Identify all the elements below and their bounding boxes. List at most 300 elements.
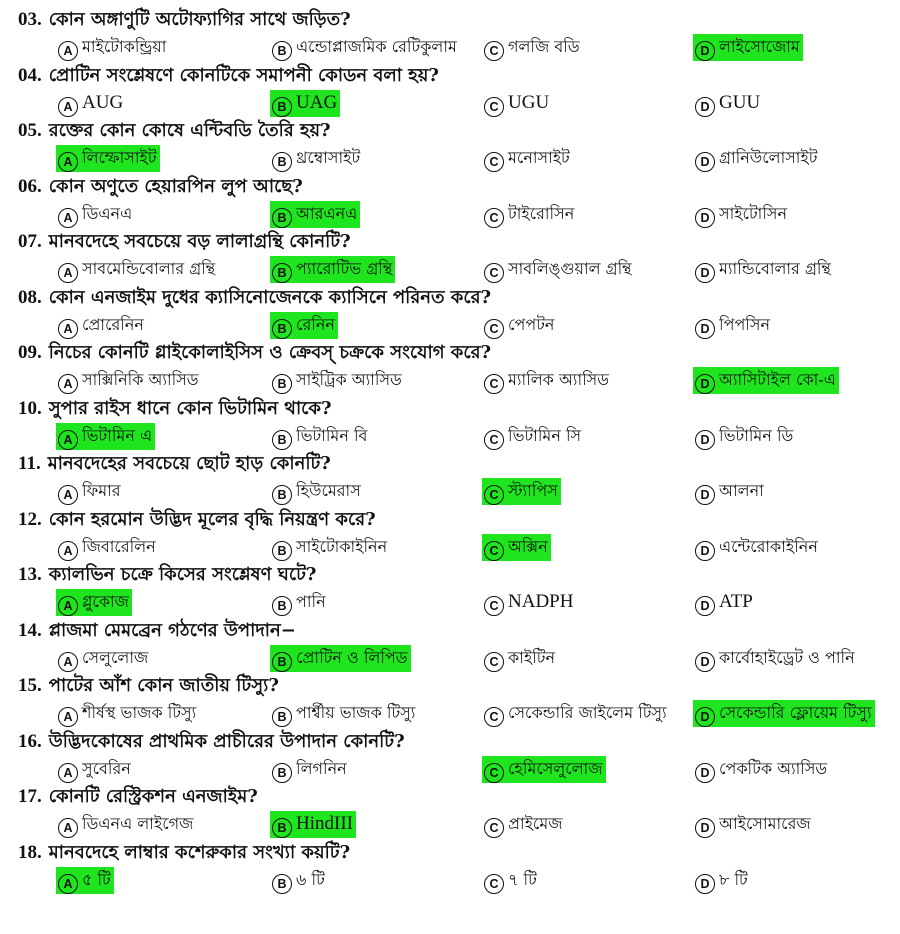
option-c[interactable] xyxy=(482,645,558,671)
option-letter-circle-icon: C xyxy=(484,208,504,228)
option-d[interactable] xyxy=(693,589,756,615)
option-c[interactable] xyxy=(482,700,670,726)
option-letter-circle-icon: A xyxy=(58,818,78,838)
option-text: কার্বোহাইড্রেট ও পানি xyxy=(719,647,855,667)
answer-option xyxy=(693,534,821,561)
answer-option xyxy=(270,867,328,894)
answer-option xyxy=(270,34,460,61)
correct-answer-highlight xyxy=(693,34,803,61)
option-text: ম্যালিক অ্যাসিড xyxy=(508,370,610,389)
question-number: 07. xyxy=(18,231,42,252)
option-text: গলজি বডি xyxy=(508,37,580,56)
option-c[interactable] xyxy=(482,90,552,116)
option-text: পেকটিক অ্যাসিড xyxy=(719,758,828,778)
question-block xyxy=(0,618,900,674)
option-text: সাইটোকাইনিন xyxy=(296,536,388,556)
option-letter-circle-icon: C xyxy=(484,97,504,117)
question-number: 09. xyxy=(18,342,42,363)
option-letter-circle-icon: A xyxy=(58,263,78,283)
question-block xyxy=(0,729,900,785)
option-letter-circle-icon: C xyxy=(484,874,504,894)
option-letter-circle-icon: B xyxy=(272,374,292,394)
question-block xyxy=(0,174,900,230)
option-text: ৭ টি xyxy=(508,869,537,889)
option-letter-circle-icon: C xyxy=(484,596,504,616)
question-block xyxy=(0,7,900,63)
option-d[interactable] xyxy=(693,256,834,282)
option-letter-circle-icon: C xyxy=(484,541,504,561)
option-a[interactable] xyxy=(56,700,199,726)
option-text: শীর্ষস্থ ভাজক টিস্যু xyxy=(82,703,197,722)
option-a[interactable] xyxy=(56,145,160,171)
option-b[interactable] xyxy=(270,34,460,60)
option-a[interactable] xyxy=(56,90,126,116)
answer-option xyxy=(270,700,418,727)
option-b[interactable] xyxy=(270,645,411,671)
question-line xyxy=(18,840,350,866)
option-letter-circle-icon: D xyxy=(695,319,715,339)
question-number: 08. xyxy=(18,286,42,308)
option-a[interactable] xyxy=(56,589,132,615)
option-text: মনোসাইট xyxy=(508,148,570,167)
answer-option xyxy=(693,256,834,283)
answer-option xyxy=(482,312,557,339)
option-letter-circle-icon: D xyxy=(695,485,715,505)
answer-option xyxy=(270,589,329,616)
option-letter-circle-icon: A xyxy=(58,763,78,783)
answer-option xyxy=(56,645,151,672)
option-letter-circle-icon: A xyxy=(58,707,78,727)
option-d[interactable] xyxy=(693,811,814,837)
option-letter-circle-icon: A xyxy=(58,374,78,394)
answer-option xyxy=(270,534,390,561)
option-text: লিগনিন xyxy=(296,758,347,778)
option-d[interactable] xyxy=(693,90,763,116)
option-letter-circle-icon: C xyxy=(484,652,504,672)
correct-answer-highlight xyxy=(482,756,606,783)
question-text: কোন এনজাইম দুধের ক্যাসিনোজেনকে ক্যাসিনে পরিনত করে? xyxy=(48,286,492,308)
option-letter-circle-icon: B xyxy=(272,596,292,616)
option-letter-circle-icon: B xyxy=(272,818,292,838)
option-letter-circle-icon: C xyxy=(484,430,504,450)
question-line xyxy=(18,562,316,588)
option-d[interactable] xyxy=(693,312,773,338)
correct-answer-highlight xyxy=(270,201,360,228)
option-c[interactable] xyxy=(482,256,635,282)
option-letter-circle-icon: A xyxy=(58,541,78,561)
option-d[interactable] xyxy=(693,534,821,560)
option-text: স্ট্যাপিস xyxy=(508,481,558,500)
answer-option xyxy=(56,478,124,505)
option-letter-circle-icon: C xyxy=(484,374,504,394)
answer-option xyxy=(693,867,751,894)
answer-option xyxy=(270,756,350,783)
option-b[interactable] xyxy=(270,756,350,782)
question-text: মানবদেহের সবচেয়ে ছোট হাড় কোনটি? xyxy=(47,453,331,474)
question-number: 11. xyxy=(18,453,41,474)
option-text: প্যারোটিভ গ্রন্থি xyxy=(296,259,393,278)
option-text: এন্ডোপ্লাজমিক রেটিকুলাম xyxy=(296,37,457,56)
option-text: রেনিন xyxy=(296,314,335,334)
option-c[interactable] xyxy=(482,534,551,560)
question-number: 15. xyxy=(18,675,42,696)
option-letter-circle-icon: A xyxy=(58,430,78,450)
option-letter-circle-icon: A xyxy=(58,485,78,505)
option-text: ডিএনএ লাইগেজ xyxy=(82,814,194,833)
option-text: ATP xyxy=(719,591,753,612)
option-letter-circle-icon: D xyxy=(695,97,715,117)
question-block xyxy=(0,451,900,507)
option-text: প্রাইমেজ xyxy=(508,814,563,833)
question-text: কোনটি রেস্ট্রিকশন এনজাইম? xyxy=(48,786,258,807)
option-text: সাক্সিনিকি অ্যাসিড xyxy=(82,370,199,389)
option-text: পিপসিন xyxy=(719,314,770,334)
option-letter-circle-icon: D xyxy=(695,263,715,283)
question-number: 16. xyxy=(18,730,42,752)
option-text: UAG xyxy=(296,91,338,113)
option-d[interactable] xyxy=(693,34,803,60)
question-line xyxy=(18,784,258,810)
option-letter-circle-icon: D xyxy=(695,374,715,394)
option-a[interactable] xyxy=(56,34,169,60)
option-text: NADPH xyxy=(508,591,574,612)
question-line xyxy=(18,451,331,477)
answer-option xyxy=(56,756,134,783)
answer-option xyxy=(56,34,169,61)
option-letter-circle-icon: D xyxy=(695,208,715,228)
answer-option xyxy=(482,256,635,283)
option-c[interactable] xyxy=(482,589,576,615)
correct-answer-highlight xyxy=(270,90,340,117)
answer-option xyxy=(693,201,790,228)
question-block xyxy=(0,840,900,896)
option-letter-circle-icon: A xyxy=(58,874,78,894)
correct-answer-highlight xyxy=(270,256,395,283)
answer-option xyxy=(56,534,159,561)
option-a[interactable] xyxy=(56,811,196,837)
question-number: 05. xyxy=(18,120,42,141)
question-block xyxy=(0,396,900,452)
answer-option xyxy=(56,201,135,228)
answer-option xyxy=(56,700,199,727)
option-b[interactable] xyxy=(270,478,364,504)
question-text: কোন অণুতে হেয়ারপিন লুপ আছে? xyxy=(48,175,303,197)
option-text: প্রোটিন ও লিপিড xyxy=(296,647,408,667)
answer-option xyxy=(693,145,820,172)
option-a[interactable] xyxy=(56,534,159,560)
question-text: নিচের কোনটি গ্লাইকোলাইসিস ও ক্রেবস্ চক্রকে সংযোগ করে? xyxy=(48,342,492,363)
option-letter-circle-icon: B xyxy=(272,707,292,727)
option-text: কাইটিন xyxy=(508,647,556,667)
option-text: ৫ টি xyxy=(82,869,111,889)
answer-option xyxy=(482,90,552,117)
option-letter-circle-icon: B xyxy=(272,319,292,339)
option-letter-circle-icon: C xyxy=(484,263,504,283)
option-text: আলনা xyxy=(719,481,764,500)
answer-option xyxy=(482,867,540,894)
option-text: ফিমার xyxy=(82,481,121,500)
option-text: সাইট্রিক অ্যাসিড xyxy=(296,370,402,389)
answer-option xyxy=(56,811,196,838)
option-letter-circle-icon: B xyxy=(272,97,292,117)
answer-option xyxy=(482,811,566,838)
question-block xyxy=(0,673,900,729)
question-text: প্রোটিন সংশ্লেষণে কোনটিকে সমাপনী কোডন বলা হয়? xyxy=(48,64,439,86)
question-block xyxy=(0,340,900,396)
option-letter-circle-icon: D xyxy=(695,874,715,894)
option-text: গ্রানিউলোসাইট xyxy=(719,148,818,167)
option-letter-circle-icon: D xyxy=(695,818,715,838)
option-d[interactable] xyxy=(693,867,751,893)
answer-option xyxy=(482,700,670,727)
answer-option xyxy=(693,478,767,505)
answer-option xyxy=(56,312,147,339)
option-letter-circle-icon: D xyxy=(695,763,715,783)
option-letter-circle-icon: A xyxy=(58,652,78,672)
option-d[interactable] xyxy=(693,478,767,504)
option-c[interactable] xyxy=(482,423,584,449)
answer-option xyxy=(482,201,577,228)
correct-answer-highlight xyxy=(693,700,875,727)
question-line xyxy=(18,507,376,533)
correct-answer-highlight xyxy=(56,589,132,616)
option-a[interactable] xyxy=(56,367,202,393)
answer-option xyxy=(693,645,858,672)
option-d[interactable] xyxy=(693,645,858,671)
option-c[interactable] xyxy=(482,367,612,393)
option-c[interactable] xyxy=(482,811,566,837)
option-text: থ্রম্বোসাইট xyxy=(296,148,361,167)
option-letter-circle-icon: C xyxy=(484,818,504,838)
option-d[interactable] xyxy=(693,423,796,449)
option-a[interactable] xyxy=(56,645,151,671)
option-c[interactable] xyxy=(482,145,573,171)
question-text: ক্যালভিন চক্রে কিসের সংশ্লেষণ ঘটে? xyxy=(48,564,317,585)
option-letter-circle-icon: B xyxy=(272,208,292,228)
option-text: পেপটন xyxy=(508,314,555,334)
option-text: জিবারেলিন xyxy=(82,536,156,556)
correct-answer-highlight xyxy=(482,534,551,561)
option-b[interactable] xyxy=(270,256,395,282)
option-letter-circle-icon: A xyxy=(58,97,78,117)
option-letter-circle-icon: D xyxy=(695,430,715,450)
option-b[interactable] xyxy=(270,312,338,338)
correct-answer-highlight xyxy=(56,867,114,894)
question-line xyxy=(18,7,351,33)
question-text: প্লাজমা মেমব্রেন গঠণের উপাদান− xyxy=(48,619,296,641)
option-d[interactable] xyxy=(693,145,820,171)
option-letter-circle-icon: D xyxy=(695,41,715,61)
question-text: মানবদেহে লাম্বার কশেরুকার সংখ্যা কয়টি? xyxy=(48,841,351,863)
answer-option xyxy=(56,256,218,283)
option-d[interactable] xyxy=(693,700,875,726)
option-text: হিউমেরাস xyxy=(296,481,361,500)
option-text: ৬ টি xyxy=(296,869,325,889)
answer-option xyxy=(693,811,814,838)
option-text: ডিএনএ xyxy=(82,203,133,223)
option-text: লিম্ফোসাইট xyxy=(82,148,157,167)
option-b[interactable] xyxy=(270,589,329,615)
option-letter-circle-icon: A xyxy=(58,152,78,172)
correct-answer-highlight xyxy=(270,312,338,339)
answer-option xyxy=(56,367,202,394)
question-number: 17. xyxy=(18,786,42,807)
question-line xyxy=(18,340,491,366)
answer-option xyxy=(482,589,576,616)
option-a[interactable] xyxy=(56,756,134,782)
correct-answer-highlight xyxy=(482,478,561,505)
question-line xyxy=(18,118,331,144)
option-letter-circle-icon: B xyxy=(272,541,292,561)
option-text: অক্সিন xyxy=(508,536,548,556)
answer-option xyxy=(693,90,763,117)
option-b[interactable] xyxy=(270,700,418,726)
correct-answer-highlight xyxy=(56,423,155,450)
option-text: লাইসোজোম xyxy=(719,37,800,56)
question-text: মানবদেহে সবচেয়ে বড় লালাগ্রন্থি কোনটি? xyxy=(48,231,351,252)
question-line xyxy=(18,229,351,255)
question-number: 06. xyxy=(18,175,42,197)
option-a[interactable] xyxy=(56,201,135,227)
option-text: সেকেন্ডারি ফ্লোয়েম টিস্যু xyxy=(719,703,872,722)
option-b[interactable] xyxy=(270,367,405,393)
option-letter-circle-icon: B xyxy=(272,652,292,672)
question-text: কোন অঙ্গাণুটি অটোফ্যাগির সাথে জড়িত? xyxy=(48,9,351,30)
option-letter-circle-icon: C xyxy=(484,319,504,339)
option-letter-circle-icon: A xyxy=(58,208,78,228)
option-text: মাইটোকন্ড্রিয়া xyxy=(82,37,167,56)
option-b[interactable] xyxy=(270,201,360,227)
option-a[interactable] xyxy=(56,867,114,893)
option-text: GUU xyxy=(719,91,761,113)
option-a[interactable] xyxy=(56,423,155,449)
option-text: গ্লুকোজ xyxy=(82,592,129,611)
option-text: AUG xyxy=(82,91,124,113)
question-line xyxy=(18,729,405,755)
option-letter-circle-icon: C xyxy=(484,41,504,61)
option-text: সাইটোসিন xyxy=(719,203,788,223)
option-c[interactable] xyxy=(482,867,540,893)
option-letter-circle-icon: A xyxy=(58,41,78,61)
option-b[interactable] xyxy=(270,811,356,837)
question-number: 14. xyxy=(18,619,42,641)
answer-option xyxy=(270,423,370,450)
question-block xyxy=(0,285,900,341)
question-line xyxy=(18,174,303,200)
option-text: আরএনএ xyxy=(296,203,358,223)
answer-option xyxy=(270,367,405,394)
option-letter-circle-icon: B xyxy=(272,874,292,894)
question-number: 03. xyxy=(18,9,42,30)
option-c[interactable] xyxy=(482,756,606,782)
question-line xyxy=(18,673,279,699)
question-block xyxy=(0,63,900,119)
option-text: এন্টেরোকাইনিন xyxy=(719,536,818,556)
question-line xyxy=(18,396,332,422)
option-b[interactable] xyxy=(270,90,340,116)
option-text: HindIII xyxy=(296,813,353,834)
option-letter-circle-icon: D xyxy=(695,152,715,172)
answer-option xyxy=(693,756,830,783)
option-b[interactable] xyxy=(270,423,370,449)
option-letter-circle-icon: B xyxy=(272,430,292,450)
answer-option xyxy=(482,423,584,450)
option-letter-circle-icon: D xyxy=(695,541,715,561)
option-b[interactable] xyxy=(270,534,390,560)
option-c[interactable] xyxy=(482,201,577,227)
option-text: ভিটামিন সি xyxy=(508,425,582,445)
question-text: সুপার রাইস ধানে কোন ভিটামিন থাকে? xyxy=(48,397,332,419)
option-text: সেকেন্ডারি জাইলেম টিস্যু xyxy=(508,703,667,722)
option-text: পার্শ্বীয় ভাজক টিস্যু xyxy=(296,703,416,722)
answer-option xyxy=(693,589,756,616)
option-text: ভিটামিন ডি xyxy=(719,425,794,445)
option-text: ভিটামিন এ xyxy=(82,425,153,445)
option-a[interactable] xyxy=(56,312,147,338)
question-number: 04. xyxy=(18,64,42,86)
answer-option xyxy=(482,34,583,61)
option-letter-circle-icon: C xyxy=(484,152,504,172)
option-a[interactable] xyxy=(56,256,218,282)
option-a[interactable] xyxy=(56,478,124,504)
option-text: ৮ টি xyxy=(719,869,748,889)
question-number: 18. xyxy=(18,841,42,863)
question-line xyxy=(18,63,439,89)
option-d[interactable] xyxy=(693,756,830,782)
correct-answer-highlight xyxy=(693,367,839,394)
answer-option xyxy=(693,423,796,450)
question-line xyxy=(18,285,491,311)
option-d[interactable] xyxy=(693,201,790,227)
option-letter-circle-icon: A xyxy=(58,596,78,616)
question-block xyxy=(0,562,900,618)
answer-option xyxy=(693,312,773,339)
question-text: পাটের আঁশ কোন জাতীয় টিস্যু? xyxy=(48,675,279,696)
option-text: অ্যাসিটাইল কো-এ xyxy=(719,370,836,389)
question-block xyxy=(0,507,900,563)
option-letter-circle-icon: C xyxy=(484,485,504,505)
answer-option xyxy=(270,478,364,505)
option-text: আইসোমারেজ xyxy=(719,814,811,833)
option-letter-circle-icon: B xyxy=(272,263,292,283)
option-c[interactable] xyxy=(482,478,561,504)
option-b[interactable] xyxy=(270,867,328,893)
question-block xyxy=(0,784,900,840)
option-c[interactable] xyxy=(482,34,583,60)
option-d[interactable] xyxy=(693,367,839,393)
correct-answer-highlight xyxy=(56,145,160,172)
option-letter-circle-icon: A xyxy=(58,319,78,339)
option-c[interactable] xyxy=(482,312,557,338)
option-text: হেমিসেলুলোজ xyxy=(508,758,603,778)
option-letter-circle-icon: B xyxy=(272,152,292,172)
answer-option xyxy=(270,145,363,172)
option-letter-circle-icon: B xyxy=(272,763,292,783)
answer-option xyxy=(482,645,558,672)
question-number: 10. xyxy=(18,397,42,419)
option-letter-circle-icon: B xyxy=(272,485,292,505)
option-letter-circle-icon: D xyxy=(695,652,715,672)
option-text: UGU xyxy=(508,91,550,113)
question-block xyxy=(0,118,900,174)
answer-option xyxy=(56,90,126,117)
option-text: সাবলিঙ্গুয়াল গ্রন্থি xyxy=(508,259,632,278)
option-text: পানি xyxy=(296,592,326,611)
option-text: প্রোরেনিন xyxy=(82,314,144,334)
answer-option xyxy=(482,367,612,394)
option-letter-circle-icon: C xyxy=(484,763,504,783)
option-b[interactable] xyxy=(270,145,363,171)
